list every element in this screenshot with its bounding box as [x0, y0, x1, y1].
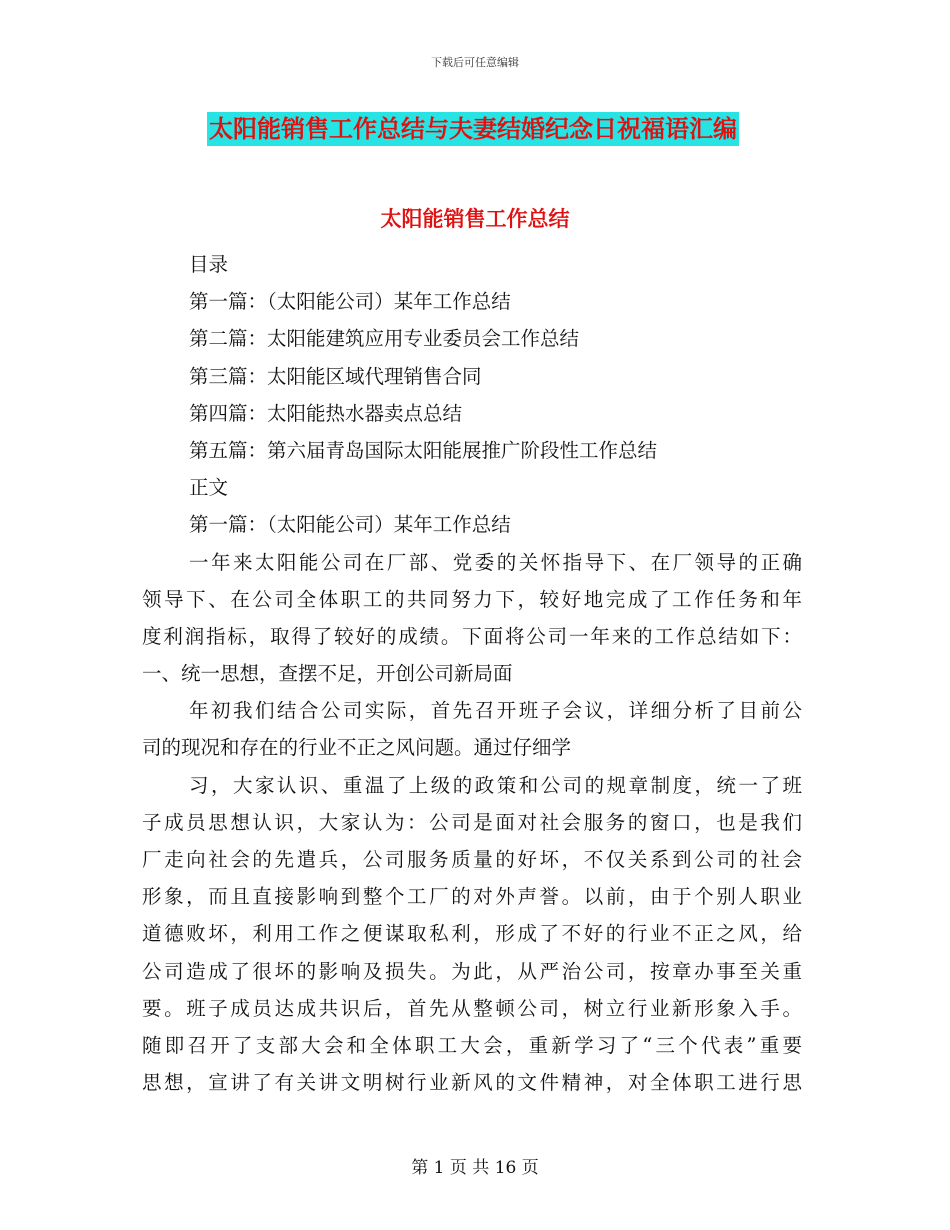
document-main-title: 太阳能销售工作总结与夫妻结婚纪念日祝福语汇编: [207, 112, 739, 146]
document-body: [142, 246, 802, 1101]
body-line: 形象，而且直接影响到整个工厂的对外声誉。以前，由于个别人职业: [142, 885, 802, 909]
body-line: 第二篇：太阳能建筑应用专业委员会工作总结: [189, 327, 580, 351]
body-line: 年初我们结合公司实际，首先召开班子会议，详细分析了目前公: [189, 699, 802, 723]
body-line: 子成员思想认识，大家认为：公司是面对社会服务的窗口，也是我们: [142, 810, 802, 834]
body-line: 道德败坏，利用工作之便谋取私利，形成了不好的行业不正之风，给: [142, 922, 802, 946]
section-title: 太阳能销售工作总结: [380, 207, 570, 231]
body-line: 随即召开了支部大会和全体职工大会，重新学习了“三个代表”重要: [142, 1033, 802, 1057]
body-line: 公司造成了很坏的影响及损失。为此，从严治公司，按章办事至关重: [142, 959, 802, 983]
body-line: 正文: [189, 476, 229, 500]
body-line: 一、统一思想，查摆不足，开创公司新局面: [142, 662, 513, 686]
body-line: 习，大家认识、重温了上级的政策和公司的规章制度，统一了班: [189, 773, 802, 797]
body-line: 厂走向社会的先遣兵，公司服务质量的好坏，不仅关系到公司的社会: [142, 848, 802, 871]
body-line: 第一篇：（太阳能公司）某年工作总结: [189, 290, 511, 314]
page-footer: 第 1 页 共 16 页: [411, 1158, 539, 1178]
body-line: 第四篇：太阳能热水器卖点总结: [189, 401, 463, 425]
body-line: 一年来太阳能公司在厂部、党委的关怀指导下、在厂领导的正确: [189, 550, 802, 574]
body-line: 司的现况和存在的行业不正之风问题。通过仔细学: [142, 736, 572, 760]
body-line: 第一篇：（太阳能公司）某年工作总结: [189, 513, 511, 537]
body-line: 第三篇：太阳能区域代理销售合同: [189, 364, 482, 388]
body-line: 度利润指标，取得了较好的成绩。下面将公司一年来的工作总结如下：: [142, 624, 802, 648]
header-note: 下载后可任意编辑: [431, 56, 519, 69]
body-line: 思想，宣讲了有关讲文明树行业新风的文件精神，对全体职工进行思: [142, 1071, 802, 1095]
body-line: 第五篇：第六届青岛国际太阳能展推广阶段性工作总结: [189, 438, 658, 462]
body-line: 目录: [189, 253, 229, 276]
body-line: 领导下、在公司全体职工的共同努力下，较好地完成了工作任务和年: [142, 587, 802, 611]
body-line: 要。班子成员达成共识后，首先从整顿公司，树立行业新形象入手。: [142, 996, 802, 1020]
